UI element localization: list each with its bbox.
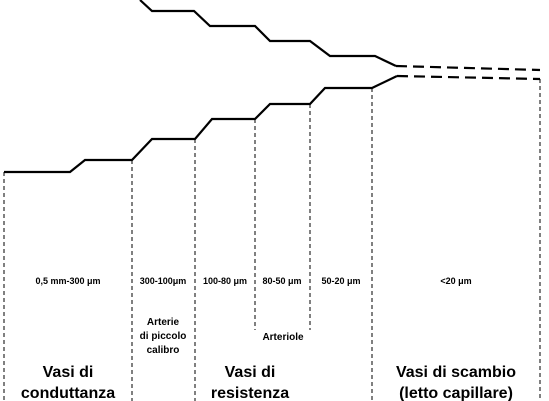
section-dividers xyxy=(4,79,540,401)
group-title-scambio: Vasi di scambio xyxy=(395,364,517,381)
group-title-scambio: (letto capillare) xyxy=(399,385,513,401)
upper-capillary-dash xyxy=(396,66,540,70)
group-title-resistenza: resistenza xyxy=(210,385,290,401)
lower-capillary-dash xyxy=(397,76,540,79)
arterie-label-line: calibro xyxy=(146,345,180,356)
group-title-resistenza: Vasi di xyxy=(224,364,276,381)
size-label: 100-80 μm xyxy=(202,276,248,286)
arterie-label-line: Arterie xyxy=(146,317,180,328)
size-label: 300-100μm xyxy=(139,276,187,286)
group-title-conduttanza: conduttanza xyxy=(20,385,116,401)
arteriole-label: Arteriole xyxy=(262,332,304,343)
size-label: 80-50 μm xyxy=(262,276,302,286)
size-label: <20 μm xyxy=(440,276,472,286)
size-label: 0,5 mm-300 μm xyxy=(35,276,101,286)
upper-vessel-wall xyxy=(140,0,396,66)
lower-vessel-wall xyxy=(4,76,397,172)
group-title-conduttanza: Vasi di xyxy=(42,364,94,381)
size-label: 50-20 μm xyxy=(321,276,361,286)
arterie-label-line: di piccolo xyxy=(139,331,187,342)
